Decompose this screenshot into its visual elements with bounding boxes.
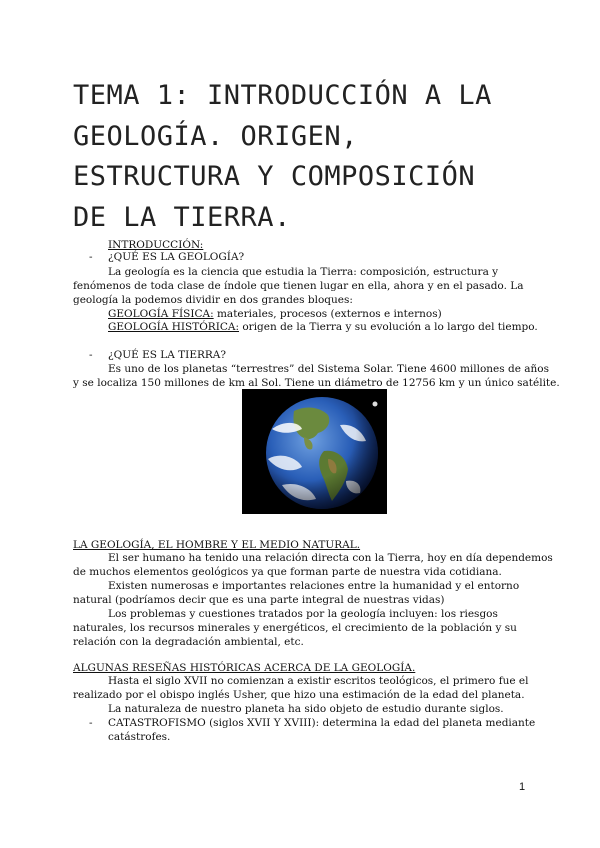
section-heading: LA GEOLOGÍA, EL HOMBRE Y EL MEDIO NATURAL. (73, 539, 361, 551)
paragraph-line: geología la podemos dividir en dos grandes bloques: (73, 294, 353, 306)
intro-heading: INTRODUCCIÓN: (108, 239, 204, 251)
paragraph-line: naturales, los recursos minerales y energéticos, el crecimiento de la población y su (73, 622, 517, 634)
paragraph-line: El ser humano ha tenido una relación directa con la Tierra, hoy en día dependemos (108, 552, 553, 564)
paragraph-line: La geología es la ciencia que estudia la Tierra: composición, estructura y (108, 266, 499, 278)
paragraph-line: La naturaleza de nuestro planeta ha sido objeto de estudio durante siglos. (108, 703, 504, 715)
paragraph-line: fenómenos de toda clase de índole que tienen lugar en ella, ahora y en el pasado. La (73, 280, 524, 292)
bullet-dash: - (89, 251, 93, 263)
geologia-historica-text: origen de la Tierra y su evolución a lo largo del tiempo. (239, 321, 538, 333)
paragraph-line: relación con la degradación ambiental, etc. (73, 636, 304, 648)
title-line: TEMA 1: INTRODUCCIÓN A LA (73, 80, 492, 111)
bullet-dash: - (89, 349, 93, 361)
geologia-historica-item (108, 320, 538, 334)
paragraph-line: natural (podríamos decir que es una parte integral de nuestras vidas) (73, 594, 445, 606)
earth-image (242, 389, 387, 514)
bullet-dash: - (89, 717, 93, 729)
paragraph-line: Existen numerosas e importantes relaciones entre la humanidad y el entorno (108, 580, 520, 592)
title-line: GEOLOGÍA. ORIGEN, (73, 120, 358, 152)
title-line: ESTRUCTURA Y COMPOSICIÓN (73, 161, 476, 192)
page-number: 1 (519, 781, 526, 793)
paragraph-line: de muchos elementos geológicos ya que forman parte de nuestra vida cotidiana. (73, 566, 502, 578)
geologia-fisica-label: GEOLOGÍA FÍSICA: (108, 308, 214, 320)
paragraph-line: Es uno de los planetas “terrestres” del Sistema Solar. Tiene 4600 millones de años (108, 363, 550, 375)
section-heading: ALGUNAS RESEÑAS HISTÓRICAS ACERCA DE LA GEOLOGÍA. (73, 662, 416, 674)
paragraph-line: Hasta el siglo XVII no comienzan a existir escritos teológicos, el primero fue el (108, 675, 529, 687)
geologia-historica-label: GEOLOGÍA HISTÓRICA: (108, 321, 240, 333)
geologia-fisica-text: materiales, procesos (externos e internos) (213, 308, 442, 320)
bullet-line: CATASTROFISMO (siglos XVII Y XVIII): determina la edad del planeta mediante (108, 717, 536, 729)
page-title (73, 76, 543, 238)
bullet-line: catástrofes. (108, 731, 171, 743)
question-geologia: ¿QUÉ ES LA GEOLOGÍA? (108, 251, 245, 263)
earth-icon (242, 389, 387, 514)
paragraph-line: realizado por el obispo inglés Usher, que hizo una estimación de la edad del planeta. (73, 689, 525, 701)
paragraph-line: Los problemas y cuestiones tratados por la geología incluyen: los riesgos (108, 608, 498, 620)
title-line: DE LA TIERRA. (73, 201, 291, 233)
paragraph-line: y se localiza 150 millones de km al Sol. Tiene un diámetro de 12756 km y un único satélite. (73, 377, 560, 389)
question-tierra: ¿QUÉ ES LA TIERRA? (108, 349, 227, 361)
geologia-fisica-item (108, 307, 442, 321)
